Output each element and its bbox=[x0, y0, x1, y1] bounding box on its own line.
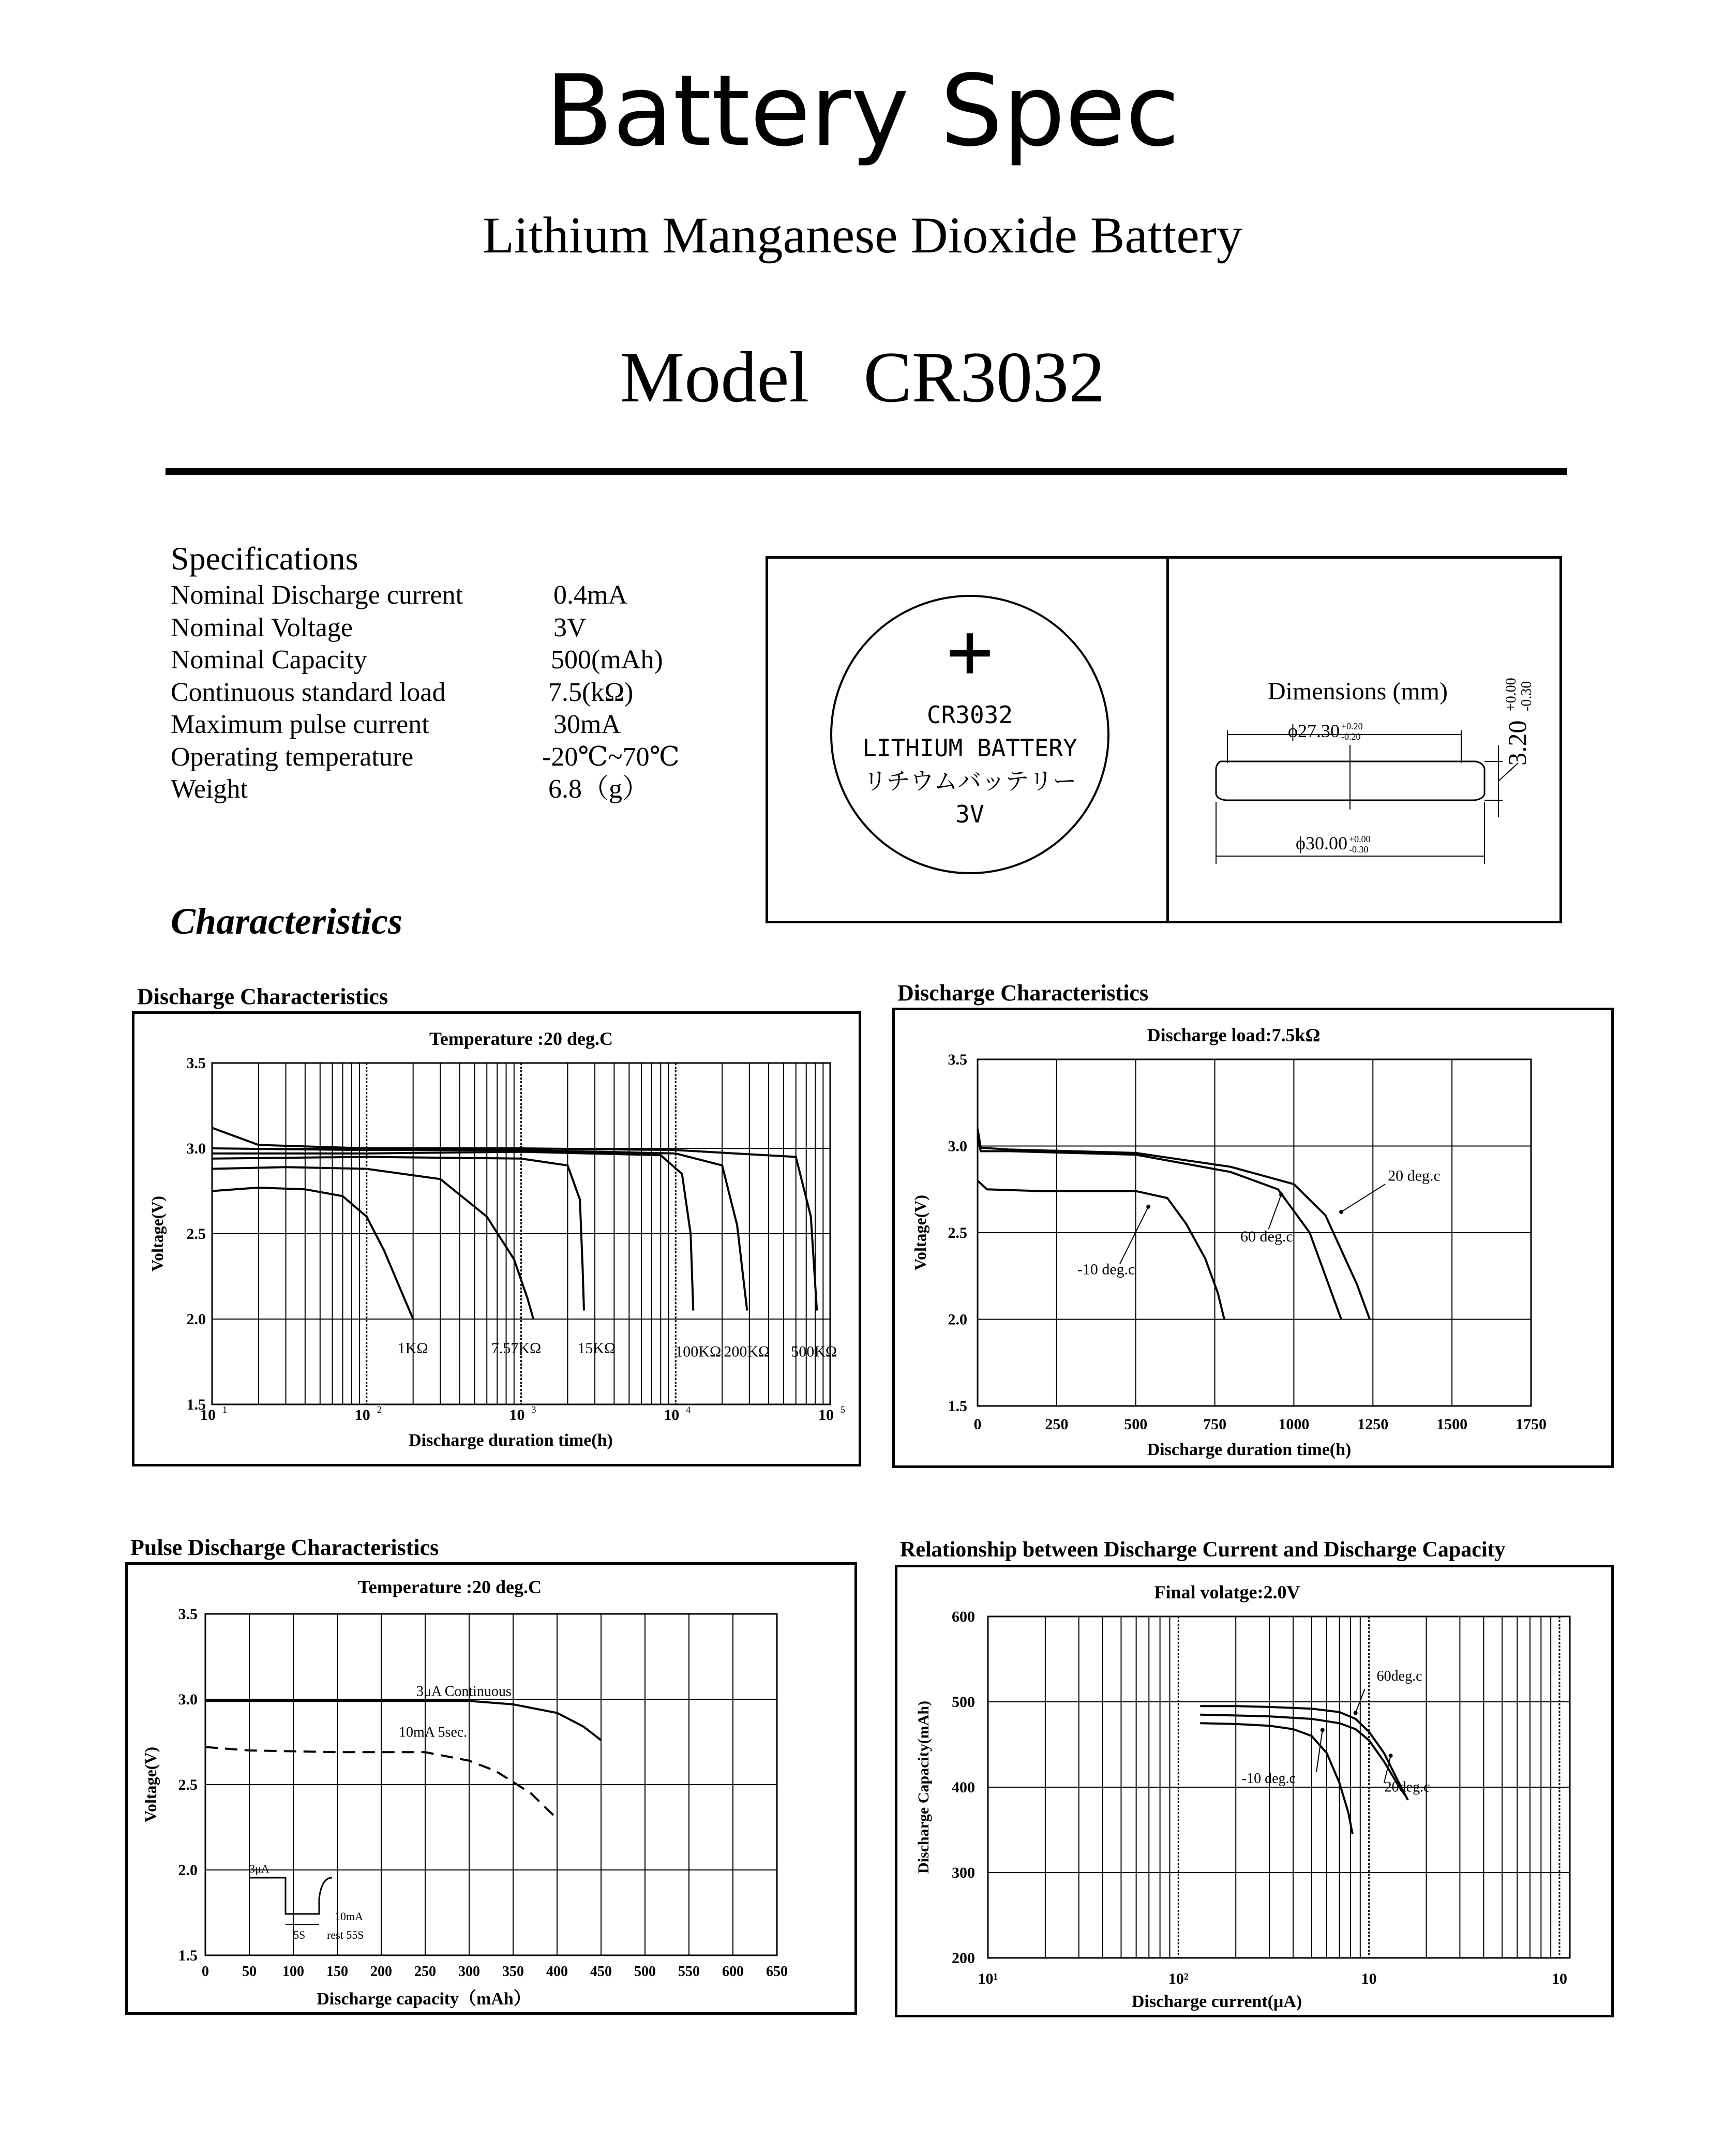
chart4-xlabel: Discharge current(μA) bbox=[1131, 1992, 1302, 2011]
document-subtitle: Lithium Manganese Dioxide Battery bbox=[482, 206, 1243, 264]
outer-diameter: ϕ30.00 bbox=[1296, 833, 1347, 854]
chart1-ytick: 2.0 bbox=[186, 1311, 206, 1328]
chart1-series-line bbox=[212, 1167, 533, 1319]
chart2-annotation-arrow bbox=[1269, 1194, 1281, 1229]
chart2-ytick: 1.5 bbox=[948, 1398, 967, 1415]
chart1-xtick: 10 bbox=[664, 1406, 680, 1424]
chart2-frame bbox=[892, 1008, 1614, 1468]
chart2-annotation-arrow bbox=[1341, 1184, 1385, 1212]
chart3-inset-label: 10mA bbox=[335, 1910, 363, 1923]
chart1-ytick: 2.5 bbox=[186, 1225, 206, 1242]
chart3-ytick: 3.0 bbox=[178, 1691, 198, 1708]
chart1-series-label: 7.57KΩ bbox=[491, 1340, 542, 1357]
spec-value: 3V bbox=[553, 612, 587, 642]
spec-row bbox=[171, 612, 740, 645]
chart3-annotation: 3μA Continuous bbox=[416, 1683, 512, 1700]
chart3-ytick: 1.5 bbox=[178, 1947, 198, 1964]
spec-value: 7.5(kΩ) bbox=[548, 677, 634, 707]
chart1-xtick: 10 bbox=[818, 1406, 834, 1424]
chart2-annotation-arrowhead bbox=[1146, 1205, 1150, 1209]
chart1-xlabel: Discharge duration time(h) bbox=[409, 1431, 613, 1450]
chart3-annotation: 10mA 5sec. bbox=[399, 1724, 468, 1741]
chart1-xtick: 10 bbox=[200, 1406, 216, 1424]
chart2-annotation-arrowhead bbox=[1279, 1192, 1283, 1196]
chart1-xtick-exp: 1 bbox=[222, 1404, 227, 1415]
chart4-xtick: 10² bbox=[1168, 1970, 1189, 1987]
chart3-ylabel: Voltage(V) bbox=[141, 1746, 160, 1823]
spec-label: Continuous standard load bbox=[171, 677, 446, 707]
chart1-ytick: 3.0 bbox=[186, 1140, 206, 1157]
chart4-ytick: 600 bbox=[952, 1608, 975, 1625]
chart3-ytick: 3.5 bbox=[178, 1606, 198, 1623]
chart2-ytick: 3.0 bbox=[948, 1137, 967, 1155]
chart2-panel-title: Discharge Characteristics bbox=[897, 980, 1149, 1006]
chart3-xtick: 400 bbox=[546, 1964, 568, 1980]
chart1-panel-title: Discharge Characteristics bbox=[137, 984, 388, 1009]
chart2-annotation: -10 deg.c bbox=[1077, 1261, 1135, 1278]
battery-voltage-text: 3V bbox=[955, 800, 984, 828]
chart3-xlabel: Discharge capacity（mAh） bbox=[317, 1989, 531, 2009]
top-diameter: ϕ27.30 bbox=[1288, 721, 1340, 741]
spec-label: Nominal Discharge current bbox=[171, 580, 463, 610]
chart4-series-line bbox=[1200, 1715, 1405, 1796]
chart1-series-label: 100KΩ bbox=[675, 1343, 722, 1360]
chart1-xtick-exp: 3 bbox=[531, 1404, 536, 1415]
chart3-title: Temperature :20 deg.C bbox=[358, 1577, 542, 1597]
chart1-title: Temperature :20 deg.C bbox=[429, 1028, 613, 1049]
chart3-frame bbox=[125, 1562, 857, 2015]
spec-row bbox=[171, 741, 740, 774]
document-title: Battery Spec bbox=[545, 54, 1180, 168]
chart1-xtick: 10 bbox=[354, 1406, 370, 1424]
chart1-series-line bbox=[212, 1188, 413, 1319]
chart4-annotation-arrowhead bbox=[1321, 1728, 1325, 1732]
chart1-xtick: 10 bbox=[509, 1406, 525, 1424]
spec-row bbox=[171, 677, 740, 709]
chart2-ylabel: Voltage(V) bbox=[911, 1194, 929, 1271]
chart2-xlabel: Discharge duration time(h) bbox=[1147, 1440, 1352, 1459]
chart2-xtick: 1250 bbox=[1357, 1416, 1389, 1433]
spec-label: Nominal Voltage bbox=[171, 612, 353, 642]
chart2-ytick: 2.5 bbox=[948, 1224, 967, 1241]
battery-drawing bbox=[768, 559, 1559, 921]
top-tol-plus: +0.20 bbox=[1341, 721, 1363, 731]
chart2-series-line bbox=[978, 1181, 1224, 1320]
spec-label: Nominal Capacity bbox=[171, 645, 367, 675]
chart2-series-line bbox=[978, 1129, 1370, 1320]
specifications-section bbox=[171, 538, 740, 806]
chart3-xtick: 450 bbox=[590, 1964, 612, 1980]
chart4-xtick: 10 bbox=[1361, 1970, 1377, 1987]
height-tol-plus: +0.00 bbox=[1503, 678, 1519, 711]
battery-diagram-box bbox=[766, 556, 1562, 923]
chart3-inset-label: 3μA bbox=[249, 1862, 269, 1875]
spec-row bbox=[171, 644, 740, 677]
chart3-xtick: 300 bbox=[458, 1964, 480, 1980]
chart4-current-capacity bbox=[897, 1567, 1611, 2015]
chart2-ytick: 3.5 bbox=[948, 1051, 967, 1068]
chart3-xtick: 500 bbox=[634, 1964, 656, 1980]
chart1-series-line bbox=[212, 1148, 747, 1311]
spec-value: 6.8（g） bbox=[548, 774, 650, 804]
chart3-xtick: 150 bbox=[326, 1964, 348, 1980]
chart3-pulse-discharge bbox=[128, 1565, 854, 2012]
chart2-discharge-temp bbox=[895, 1010, 1611, 1465]
chart2-annotation-arrowhead bbox=[1339, 1210, 1343, 1214]
height-tol-minus: -0.30 bbox=[1519, 681, 1535, 711]
chart1-discharge-log bbox=[134, 1014, 859, 1464]
chart4-xtick: 10 bbox=[1552, 1970, 1567, 1987]
chart1-series-label: 1KΩ bbox=[397, 1340, 428, 1357]
chart1-xtick-exp: 4 bbox=[686, 1404, 691, 1415]
plus-symbol: + bbox=[946, 606, 994, 696]
chart4-panel-title: Relationship between Discharge Current and Discharge Capacity bbox=[900, 1538, 1506, 1562]
chart1-ytick: 3.5 bbox=[186, 1055, 206, 1072]
chart1-ylabel: Voltage(V) bbox=[148, 1195, 167, 1272]
chart4-series-line bbox=[1200, 1706, 1408, 1800]
chart2-xtick: 0 bbox=[973, 1416, 982, 1433]
chart3-xtick: 0 bbox=[202, 1964, 209, 1980]
chart3-ytick: 2.5 bbox=[178, 1776, 198, 1793]
chart3-xtick: 350 bbox=[502, 1964, 524, 1980]
chart2-xtick: 1500 bbox=[1436, 1416, 1468, 1433]
spec-row bbox=[171, 579, 740, 612]
chart4-ytick: 500 bbox=[952, 1694, 975, 1711]
chart2-annotation: 60 deg.c bbox=[1240, 1227, 1293, 1245]
chart3-inset-waveform bbox=[249, 1878, 332, 1914]
chart1-series-label: 15KΩ bbox=[577, 1340, 616, 1357]
chart2-xtick: 500 bbox=[1124, 1416, 1148, 1433]
chart1-frame bbox=[132, 1011, 861, 1466]
battery-type-jp-text: リチウムバッテリー bbox=[863, 767, 1077, 795]
chart2-title: Discharge load:7.5kΩ bbox=[1147, 1025, 1321, 1045]
chart4-title: Final volatge:2.0V bbox=[1154, 1582, 1300, 1603]
chart1-series-line bbox=[212, 1152, 693, 1311]
chart4-annotation-arrowhead bbox=[1354, 1711, 1358, 1715]
chart3-xtick: 550 bbox=[678, 1964, 700, 1980]
dimensions-title: Dimensions (mm) bbox=[1268, 678, 1448, 705]
chart3-xtick: 100 bbox=[282, 1964, 304, 1980]
chart3-inset-label: 5S bbox=[293, 1928, 306, 1941]
chart3-xtick: 650 bbox=[766, 1964, 788, 1980]
spec-value: 500(mAh) bbox=[551, 645, 663, 675]
specifications-heading: Specifications bbox=[171, 540, 358, 577]
top-tol-minus: -0.20 bbox=[1341, 731, 1361, 742]
chart2-xtick: 1000 bbox=[1278, 1416, 1310, 1433]
chart1-xtick-exp: 2 bbox=[377, 1404, 382, 1415]
chart3-xtick: 50 bbox=[242, 1964, 257, 1980]
chart4-ylabel: Discharge Capacity(mAh) bbox=[915, 1700, 932, 1874]
spec-row bbox=[171, 709, 740, 741]
chart3-panel-title: Pulse Discharge Characteristics bbox=[130, 1535, 439, 1560]
chart4-ytick: 200 bbox=[952, 1950, 975, 1967]
chart2-xtick: 1750 bbox=[1516, 1416, 1547, 1433]
chart2-annotation-arrow bbox=[1120, 1207, 1148, 1264]
battery-type-text: LITHIUM BATTERY bbox=[862, 734, 1077, 762]
chart2-xtick: 250 bbox=[1045, 1416, 1069, 1433]
chart4-frame bbox=[895, 1565, 1614, 2017]
battery-model-text: CR3032 bbox=[926, 701, 1013, 729]
chart3-inset-label: rest 55S bbox=[327, 1928, 364, 1941]
chart3-xtick: 600 bbox=[722, 1964, 744, 1980]
chart4-annotation: 60deg.c bbox=[1376, 1668, 1422, 1684]
characteristics-heading: Characteristics bbox=[171, 901, 403, 942]
chart3-ytick: 2.0 bbox=[178, 1862, 198, 1879]
spec-value: -20℃~70℃ bbox=[542, 742, 680, 772]
chart4-annotation-arrow bbox=[1316, 1730, 1323, 1772]
height-dim: 3.20 bbox=[1503, 720, 1532, 766]
spec-value: 0.4mA bbox=[553, 580, 627, 610]
chart1-xtick-exp: 5 bbox=[841, 1404, 845, 1415]
chart4-annotation: 20deg.c bbox=[1384, 1779, 1430, 1795]
chart4-annotation-arrowhead bbox=[1389, 1754, 1393, 1758]
chart1-ytick: 1.5 bbox=[186, 1396, 206, 1413]
chart3-xtick: 250 bbox=[414, 1964, 436, 1980]
chart4-annotation: -10 deg.c bbox=[1241, 1770, 1296, 1787]
specifications-table bbox=[171, 579, 740, 806]
chart4-ytick: 300 bbox=[952, 1864, 975, 1881]
chart2-xtick: 750 bbox=[1203, 1416, 1227, 1433]
model-number: Model CR3032 bbox=[620, 337, 1105, 417]
chart1-series-label: 200KΩ bbox=[724, 1343, 770, 1360]
chart4-ytick: 400 bbox=[952, 1779, 975, 1796]
chart3-xtick: 200 bbox=[370, 1964, 392, 1980]
header-divider bbox=[166, 468, 1567, 475]
chart2-annotation: 20 deg.c bbox=[1388, 1167, 1441, 1185]
spec-value: 30mA bbox=[553, 710, 621, 739]
spec-label: Operating temperature bbox=[171, 742, 414, 772]
outer-tol-minus: -0.30 bbox=[1349, 844, 1369, 855]
chart1-series-label: 500KΩ bbox=[791, 1343, 837, 1360]
outer-tol-plus: +0.00 bbox=[1349, 834, 1371, 844]
spec-label: Maximum pulse current bbox=[171, 710, 429, 739]
chart4-xtick: 10¹ bbox=[978, 1970, 998, 1987]
spec-row bbox=[171, 773, 740, 806]
chart2-ytick: 2.0 bbox=[948, 1311, 967, 1328]
spec-label: Weight bbox=[171, 774, 248, 804]
